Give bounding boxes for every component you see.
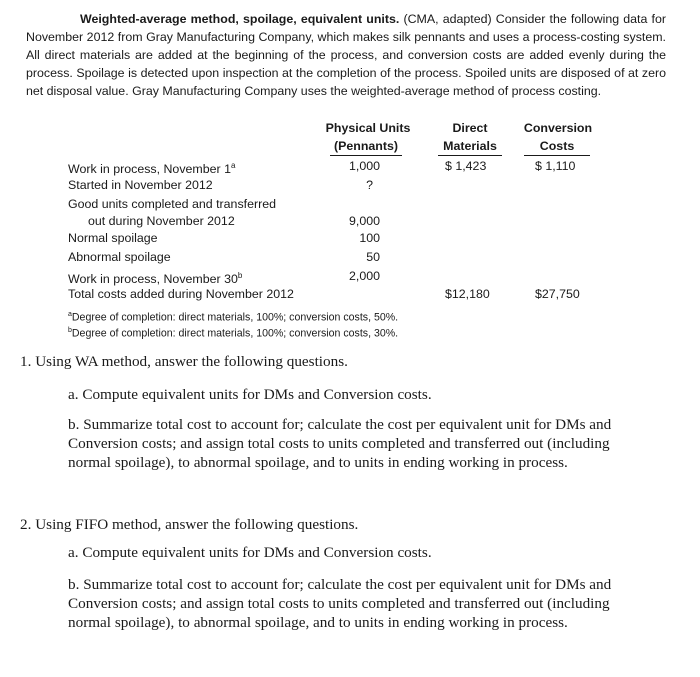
table-row-label: out during November 2012 [88, 214, 235, 228]
problem-body: Consider the following data for November 2012 from Gray Manufacturing Company, which makes silk pennants and uses a process-costing system. All direct materials are added at the beginning of the process, and conversion costs are added evenly during the process. Spoilage is detected upon inspection at the completion of the process. Spoiled units are disposed of at zero net disposal value. Gray Manufacturing Company uses the weighted-average method of process costing. [26, 12, 666, 98]
header-costs: Costs [524, 138, 590, 156]
problem-source: (CMA, adapted) [403, 12, 492, 26]
question-2-heading: 2. Using FIFO method, answer the following questions. [20, 516, 359, 533]
table-row-label: Started in November 2012 [68, 178, 213, 192]
table-row-label: Abnormal spoilage [68, 250, 171, 264]
header-direct: Direct [452, 121, 488, 135]
header-pennants: (Pennants) [330, 138, 402, 156]
header-conversion: Conversion [523, 121, 593, 135]
table-cell-dm: $ 1,423 [445, 159, 487, 173]
footnote-a: $^a$Degree of completion: direct materials, 100%; conversion costs, 50%. [68, 311, 399, 324]
question-1-part-a: a. Compute equivalent units for DMs and Conversion costs. [68, 386, 432, 403]
table-cell-units: 2,000 [348, 269, 380, 283]
table-cell-units: 1,000 [348, 159, 380, 173]
footnote-b: $^b$Degree of completion: direct materials, 100%; conversion costs, 30%. [68, 327, 399, 340]
header-physical-units: Physical Units [325, 121, 411, 135]
question-1-heading: 1. Using WA method, answer the following questions. [20, 353, 348, 370]
table-row-label: Normal spoilage [68, 231, 158, 245]
problem-title: Weighted-average method, spoilage, equivalent units. [80, 12, 400, 26]
table-cell-units: 50 [366, 250, 380, 264]
table-cell-units: ? [366, 178, 373, 192]
header-materials: Materials [438, 138, 502, 156]
table-cell-units: 100 [359, 231, 380, 245]
table-cell-cc: $27,750 [535, 287, 580, 301]
question-2-part-b: b. Summarize total cost to account for; calculate the cost per equivalent unit for DMs and Conversion costs; and assign total costs to units completed and transferred out (including normal spoilage), to abnormal spoilage, and to units in ending working in process. [68, 576, 612, 631]
table-row-label: Total costs added during November 2012 [68, 287, 294, 301]
table-cell-units: 9,000 [348, 214, 380, 228]
table-row-label: Work in process, November 1$^a$ [68, 161, 236, 177]
table-row-label: Work in process, November 30$^b$ [68, 271, 243, 287]
table-cell-cc: $ 1,110 [535, 159, 576, 173]
question-2-part-a: a. Compute equivalent units for DMs and Conversion costs. [68, 544, 432, 561]
table-cell-dm: $12,180 [445, 287, 490, 301]
question-1-part-b: b. Summarize total cost to account for; calculate the cost per equivalent unit for DMs and Conversion costs; and assign total costs to units completed and transferred out (including normal spoilage), to abnormal spoilage, and to units in ending working in process. [68, 416, 612, 471]
table-row-label: Good units completed and transferred [68, 197, 277, 211]
